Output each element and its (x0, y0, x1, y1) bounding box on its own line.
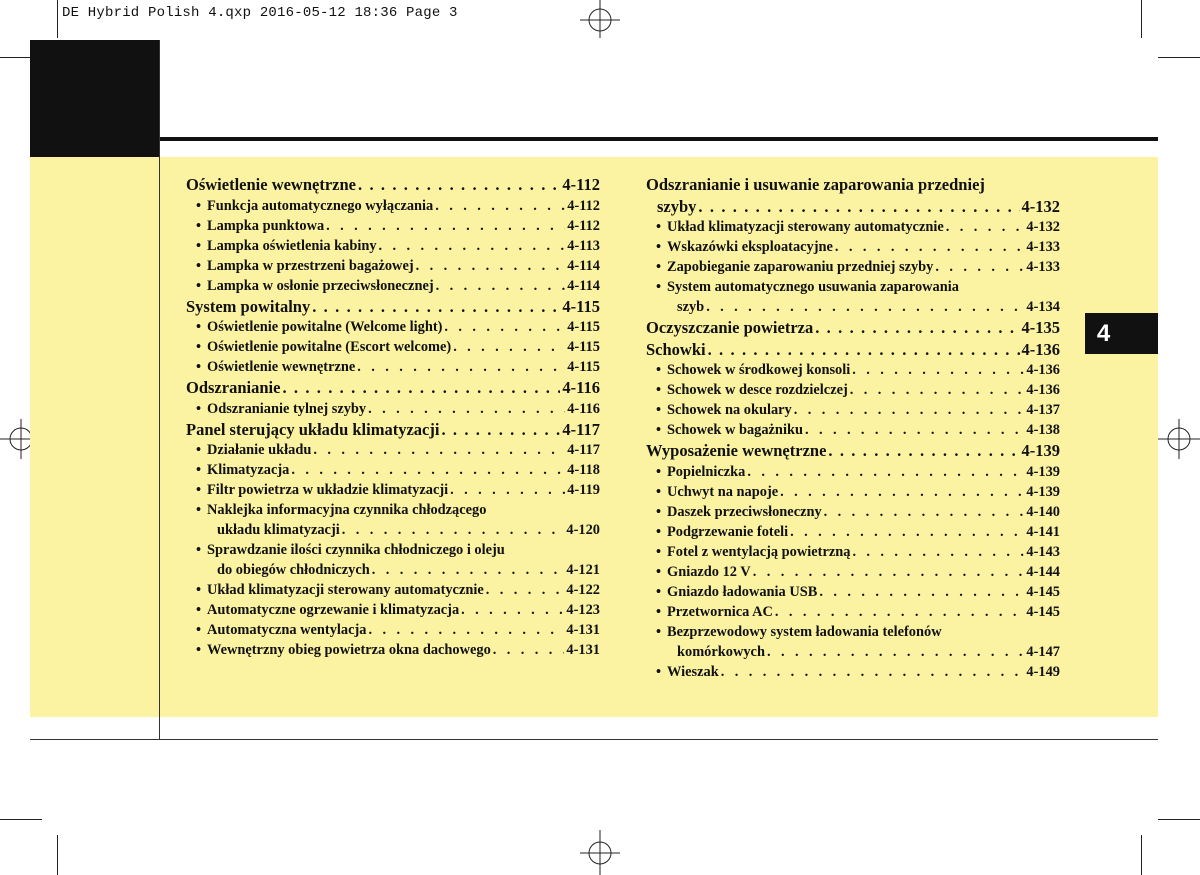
toc-entry-title: Zapobieganie zaparowaniu przedniej szyby (667, 259, 934, 275)
toc-page-number: 4-147 (1026, 643, 1060, 660)
toc-page-number: 4-143 (1026, 543, 1060, 560)
dot-leader (312, 296, 560, 318)
toc-page-number: 4-139 (1026, 463, 1060, 480)
chapter-tab[interactable] (1085, 313, 1158, 354)
toc-entry-title: Lampka w przestrzeni bagażowej (207, 257, 414, 274)
toc-section[interactable] (646, 174, 1060, 196)
dot-leader (780, 482, 1024, 502)
toc-page-number: 4-122 (566, 582, 600, 598)
bullet-icon: • (656, 663, 662, 680)
toc-item[interactable] (186, 196, 600, 216)
dot-leader (342, 520, 565, 540)
toc-page-number: 4-113 (567, 237, 600, 254)
toc-item-continued[interactable] (646, 642, 1060, 662)
toc-item[interactable] (646, 662, 1060, 682)
toc-page-number: 4-112 (562, 175, 600, 194)
toc-page-number: 4-141 (1026, 523, 1060, 540)
toc-entry-title: Sprawdzanie ilości czynnika chłodniczego i oleju (207, 542, 505, 558)
toc-page-number: 4-145 (1026, 603, 1060, 620)
toc-page-number: 4-136 (1026, 382, 1060, 398)
toc-section[interactable] (646, 317, 1060, 339)
bullet-icon: • (656, 543, 662, 560)
toc-item-continued[interactable] (186, 560, 600, 580)
toc-entry-title: Układ klimatyzacji sterowany automatycznie (207, 582, 484, 598)
dot-leader (850, 380, 1025, 400)
toc-entry-title: System automatycznego usuwania zaparowania (667, 279, 959, 295)
bullet-icon: • (196, 359, 202, 375)
toc-item[interactable] (186, 580, 600, 600)
toc-entry-title: Podgrzewanie foteli (667, 523, 789, 540)
toc-page-number: 4-119 (567, 482, 600, 498)
toc-entry-title: Daszek przeciwsłoneczny (667, 503, 822, 520)
bullet-icon: • (196, 319, 202, 335)
bullet-icon: • (196, 339, 202, 355)
toc-item[interactable] (646, 502, 1060, 522)
dot-leader (790, 522, 1024, 542)
toc-entry-title: Schowek w desce rozdzielczej (667, 382, 848, 398)
toc-page-number: 4-112 (567, 217, 600, 234)
dot-leader (828, 440, 1019, 462)
crop-mark (1158, 819, 1200, 820)
dot-leader (794, 400, 1025, 420)
toc-page-number: 4-123 (566, 602, 600, 618)
toc-section-continued[interactable] (646, 196, 1060, 218)
toc-page-number: 4-135 (1021, 318, 1060, 337)
toc-entry-title: Lampka oświetlenia kabiny (207, 237, 377, 254)
toc-entry-title: Wyposażenie wewnętrzne (646, 441, 827, 460)
bullet-icon: • (656, 239, 662, 255)
bullet-icon: • (656, 402, 662, 418)
dot-leader (436, 276, 566, 296)
toc-item[interactable] (186, 357, 600, 377)
toc-section[interactable] (646, 440, 1060, 462)
toc-entry-title: Wieszak (667, 663, 719, 680)
toc-page-number: 4-145 (1026, 583, 1060, 600)
dot-leader (435, 196, 565, 216)
toc-entry-title: Uchwyt na napoje (667, 483, 779, 500)
toc-entry-title: Naklejka informacyjna czynnika chłodzącego (207, 502, 487, 518)
toc-entry-title: Funkcja automatycznego wyłączania (207, 197, 434, 214)
dot-leader (824, 502, 1025, 522)
toc-section[interactable] (186, 377, 600, 399)
bullet-icon: • (656, 483, 662, 500)
crop-mark (0, 819, 42, 820)
toc-item[interactable] (646, 420, 1060, 440)
toc-entry-title: Automatyczne ogrzewanie i klimatyzacja (207, 602, 460, 618)
print-header: DE Hybrid Polish 4.qxp 2016-05-12 18:36 Page 3 (62, 5, 458, 21)
bullet-icon: • (196, 277, 202, 294)
toc-item[interactable] (186, 236, 600, 256)
toc-entry-title: układu klimatyzacji (217, 522, 340, 538)
toc-page-number: 4-115 (567, 319, 600, 335)
toc-item[interactable] (646, 277, 1060, 297)
toc-entry-title: Wskazówki eksploatacyjne (667, 239, 833, 255)
toc-entry-title: Oświetlenie powitalne (Welcome light) (207, 319, 443, 335)
dot-leader (379, 236, 566, 256)
toc-page-number: 4-136 (1021, 339, 1060, 359)
toc-entry-title: Układ klimatyzacji sterowany automatycznie (667, 219, 944, 235)
dot-leader (291, 460, 565, 480)
toc-entry-title: Popielniczka (667, 463, 746, 480)
bullet-icon: • (196, 442, 202, 458)
toc-entry-title: Fotel z wentylacją powietrzną (667, 543, 851, 560)
toc-item[interactable] (646, 622, 1060, 642)
toc-entry-title: Schowek w środkowej konsoli (667, 362, 851, 378)
toc-page-number: 4-133 (1026, 259, 1060, 275)
toc-page-number: 4-116 (567, 400, 600, 417)
dot-leader (708, 339, 1020, 361)
crop-mark (57, 0, 58, 38)
crop-mark (1158, 57, 1200, 58)
toc-entry-title: Gniazdo ładowania USB (667, 583, 818, 600)
dot-leader (819, 582, 1024, 602)
dot-leader (852, 360, 1024, 380)
toc-page-number: 4-136 (1026, 362, 1060, 378)
toc-entry-title: Lampka punktowa (207, 217, 325, 234)
toc-right-column (646, 174, 1060, 682)
toc-entry-title: Odszranianie (186, 378, 281, 397)
dot-leader (935, 257, 1024, 277)
toc-entry-title: Działanie układu (207, 442, 312, 458)
toc-entry-title: Oświetlenie powitalne (Escort welcome) (207, 339, 452, 355)
bullet-icon: • (196, 482, 202, 498)
dot-leader (358, 174, 560, 196)
toc-page-number: 4-121 (566, 562, 600, 578)
registration-mark-bottom (572, 830, 628, 875)
dot-leader (493, 640, 565, 660)
toc-entry-title: komórkowych (677, 643, 765, 660)
bullet-icon: • (196, 542, 202, 558)
bullet-icon: • (656, 422, 662, 438)
toc-item[interactable] (186, 460, 600, 480)
toc-section[interactable] (186, 296, 600, 318)
toc-page-number: 4-120 (566, 522, 600, 538)
dot-leader (775, 602, 1025, 622)
dot-leader (450, 480, 565, 500)
dot-leader (282, 377, 560, 399)
bullet-icon: • (656, 382, 662, 398)
toc-page-number: 4-116 (562, 378, 600, 397)
toc-entry-title: Automatyczna wentylacja (207, 622, 367, 638)
dot-leader (805, 420, 1024, 440)
toc-page-number: 4-138 (1026, 422, 1060, 438)
toc-item[interactable] (186, 399, 600, 419)
bullet-icon: • (656, 219, 662, 235)
toc-section[interactable] (646, 339, 1060, 361)
toc-entry-title: Panel sterujący układu klimatyzacji (186, 419, 440, 439)
toc-page-number: 4-139 (1021, 441, 1060, 460)
dot-leader (372, 560, 565, 580)
toc-page-number: 4-144 (1026, 563, 1060, 580)
toc-entry-title: szyby (657, 196, 697, 216)
dot-leader (461, 600, 564, 620)
bullet-icon: • (196, 217, 202, 234)
dot-leader (453, 337, 565, 357)
toc-entry-title: Odszranianie tylnej szyby (207, 400, 367, 417)
toc-item[interactable] (646, 462, 1060, 482)
bullet-icon: • (196, 602, 202, 618)
bullet-icon: • (196, 400, 202, 417)
dot-leader (368, 620, 564, 640)
bullet-icon: • (196, 257, 202, 274)
bullet-icon: • (196, 502, 202, 518)
toc-entry-title: Klimatyzacja (207, 462, 290, 478)
toc-item[interactable] (646, 522, 1060, 542)
dot-leader (747, 462, 1024, 482)
crop-mark (1141, 0, 1142, 38)
margin-line (159, 40, 160, 740)
bullet-icon: • (196, 642, 202, 658)
toc-item[interactable] (186, 276, 600, 296)
dot-leader (706, 297, 1024, 317)
toc-entry-title: Oświetlenie wewnętrzne (186, 175, 356, 194)
toc-entry-title: Wewnętrzny obieg powietrza okna dachowego (207, 642, 491, 658)
dot-leader (444, 317, 565, 337)
toc-entry-title: Filtr powietrza w układzie klimatyzacji (207, 482, 449, 498)
toc-left-column (186, 174, 600, 660)
toc-item[interactable] (646, 562, 1060, 582)
toc-item[interactable] (646, 482, 1060, 502)
dot-leader (852, 542, 1024, 562)
dot-leader (767, 642, 1024, 662)
dot-leader (753, 562, 1025, 582)
toc-entry-title: Oczyszczanie powietrza (646, 318, 814, 337)
bullet-icon: • (656, 623, 662, 640)
dot-leader (326, 216, 565, 236)
toc-page-number: 4-114 (567, 277, 600, 294)
toc-item[interactable] (186, 500, 600, 520)
dot-leader (313, 440, 565, 460)
dot-leader (357, 357, 565, 377)
crop-mark (57, 835, 58, 875)
bullet-icon: • (656, 523, 662, 540)
toc-entry-title: szyb (677, 299, 705, 315)
toc-item[interactable] (186, 317, 600, 337)
toc-entry-title: Odszranianie i usuwanie zaparowania przedniej (646, 175, 985, 194)
toc-item[interactable] (646, 257, 1060, 277)
registration-mark-right (1158, 416, 1200, 462)
toc-page-number: 4-139 (1026, 483, 1060, 500)
header-rule (159, 137, 1158, 141)
toc-page-number: 4-137 (1026, 402, 1060, 418)
toc-entry-title: Przetwornica AC (667, 603, 773, 620)
bullet-icon: • (656, 603, 662, 620)
dot-leader (721, 662, 1025, 682)
toc-entry-title: Bezprzewodowy system ładowania telefonów (667, 623, 942, 640)
toc-page-number: 4-117 (562, 419, 600, 439)
toc-item[interactable] (646, 542, 1060, 562)
toc-page-number: 4-132 (1026, 219, 1060, 235)
bullet-icon: • (656, 259, 662, 275)
bullet-icon: • (196, 462, 202, 478)
toc-page-number: 4-133 (1026, 239, 1060, 255)
toc-item[interactable] (186, 216, 600, 236)
dot-leader (946, 217, 1025, 237)
toc-entry-title: Schowki (646, 339, 706, 359)
toc-entry-title: Lampka w osłonie przeciwsłonecznej (207, 277, 434, 294)
toc-item[interactable] (186, 540, 600, 560)
dot-leader (835, 237, 1025, 257)
toc-entry-title: Gniazdo 12 V (667, 563, 751, 580)
chapter-number: 4 (1096, 320, 1111, 347)
toc-item[interactable] (646, 217, 1060, 237)
dot-leader (441, 419, 560, 441)
toc-item[interactable] (646, 360, 1060, 380)
toc-item[interactable] (646, 380, 1060, 400)
chapter-header-block (30, 40, 159, 157)
toc-page-number: 4-131 (566, 622, 600, 638)
crop-mark (1141, 835, 1142, 875)
toc-page-number: 4-118 (567, 462, 600, 478)
toc-entry-title: Schowek na okulary (667, 402, 792, 418)
toc-page-number: 4-115 (562, 296, 600, 316)
toc-item[interactable] (186, 337, 600, 357)
dot-leader (815, 317, 1019, 339)
bullet-icon: • (656, 362, 662, 378)
registration-mark-top (572, 0, 628, 38)
toc-item[interactable] (186, 620, 600, 640)
bullet-icon: • (196, 582, 202, 598)
dot-leader (416, 256, 566, 276)
toc-entry-title: System powitalny (186, 296, 311, 316)
bullet-icon: • (656, 463, 662, 480)
toc-entry-title: do obiegów chłodniczych (217, 562, 370, 578)
toc-item[interactable] (646, 237, 1060, 257)
dot-leader (368, 399, 565, 419)
toc-page-number: 4-132 (1021, 196, 1060, 216)
toc-page-number: 4-117 (567, 442, 600, 458)
bullet-icon: • (196, 237, 202, 254)
bullet-icon: • (196, 622, 202, 638)
toc-page-number: 4-115 (567, 339, 600, 355)
bullet-icon: • (656, 583, 662, 600)
toc-item[interactable] (186, 600, 600, 620)
toc-page-number: 4-134 (1026, 299, 1060, 315)
bullet-icon: • (656, 279, 662, 295)
toc-entry-title: Schowek w bagażniku (667, 422, 803, 438)
toc-item[interactable] (186, 640, 600, 660)
toc-item[interactable] (646, 582, 1060, 602)
toc-section[interactable] (186, 419, 600, 441)
toc-page-number: 4-149 (1026, 663, 1060, 680)
bullet-icon: • (196, 197, 202, 214)
dot-leader (698, 196, 1019, 218)
toc-item-continued[interactable] (646, 297, 1060, 317)
toc-page-number: 4-115 (567, 359, 600, 375)
toc-entry-title: Oświetlenie wewnętrzne (207, 359, 356, 375)
toc-page-number: 4-140 (1026, 503, 1060, 520)
bullet-icon: • (656, 563, 662, 580)
dot-leader (486, 580, 565, 600)
toc-item[interactable] (186, 256, 600, 276)
toc-item-continued[interactable] (186, 520, 600, 540)
toc-page-number: 4-112 (567, 197, 600, 214)
toc-item[interactable] (646, 602, 1060, 622)
toc-page-number: 4-114 (567, 257, 600, 274)
toc-item[interactable] (186, 440, 600, 460)
bullet-icon: • (656, 503, 662, 520)
toc-item[interactable] (186, 480, 600, 500)
toc-page-number: 4-131 (566, 642, 600, 658)
toc-section[interactable] (186, 174, 600, 196)
footer-rule (30, 739, 1158, 740)
toc-item[interactable] (646, 400, 1060, 420)
